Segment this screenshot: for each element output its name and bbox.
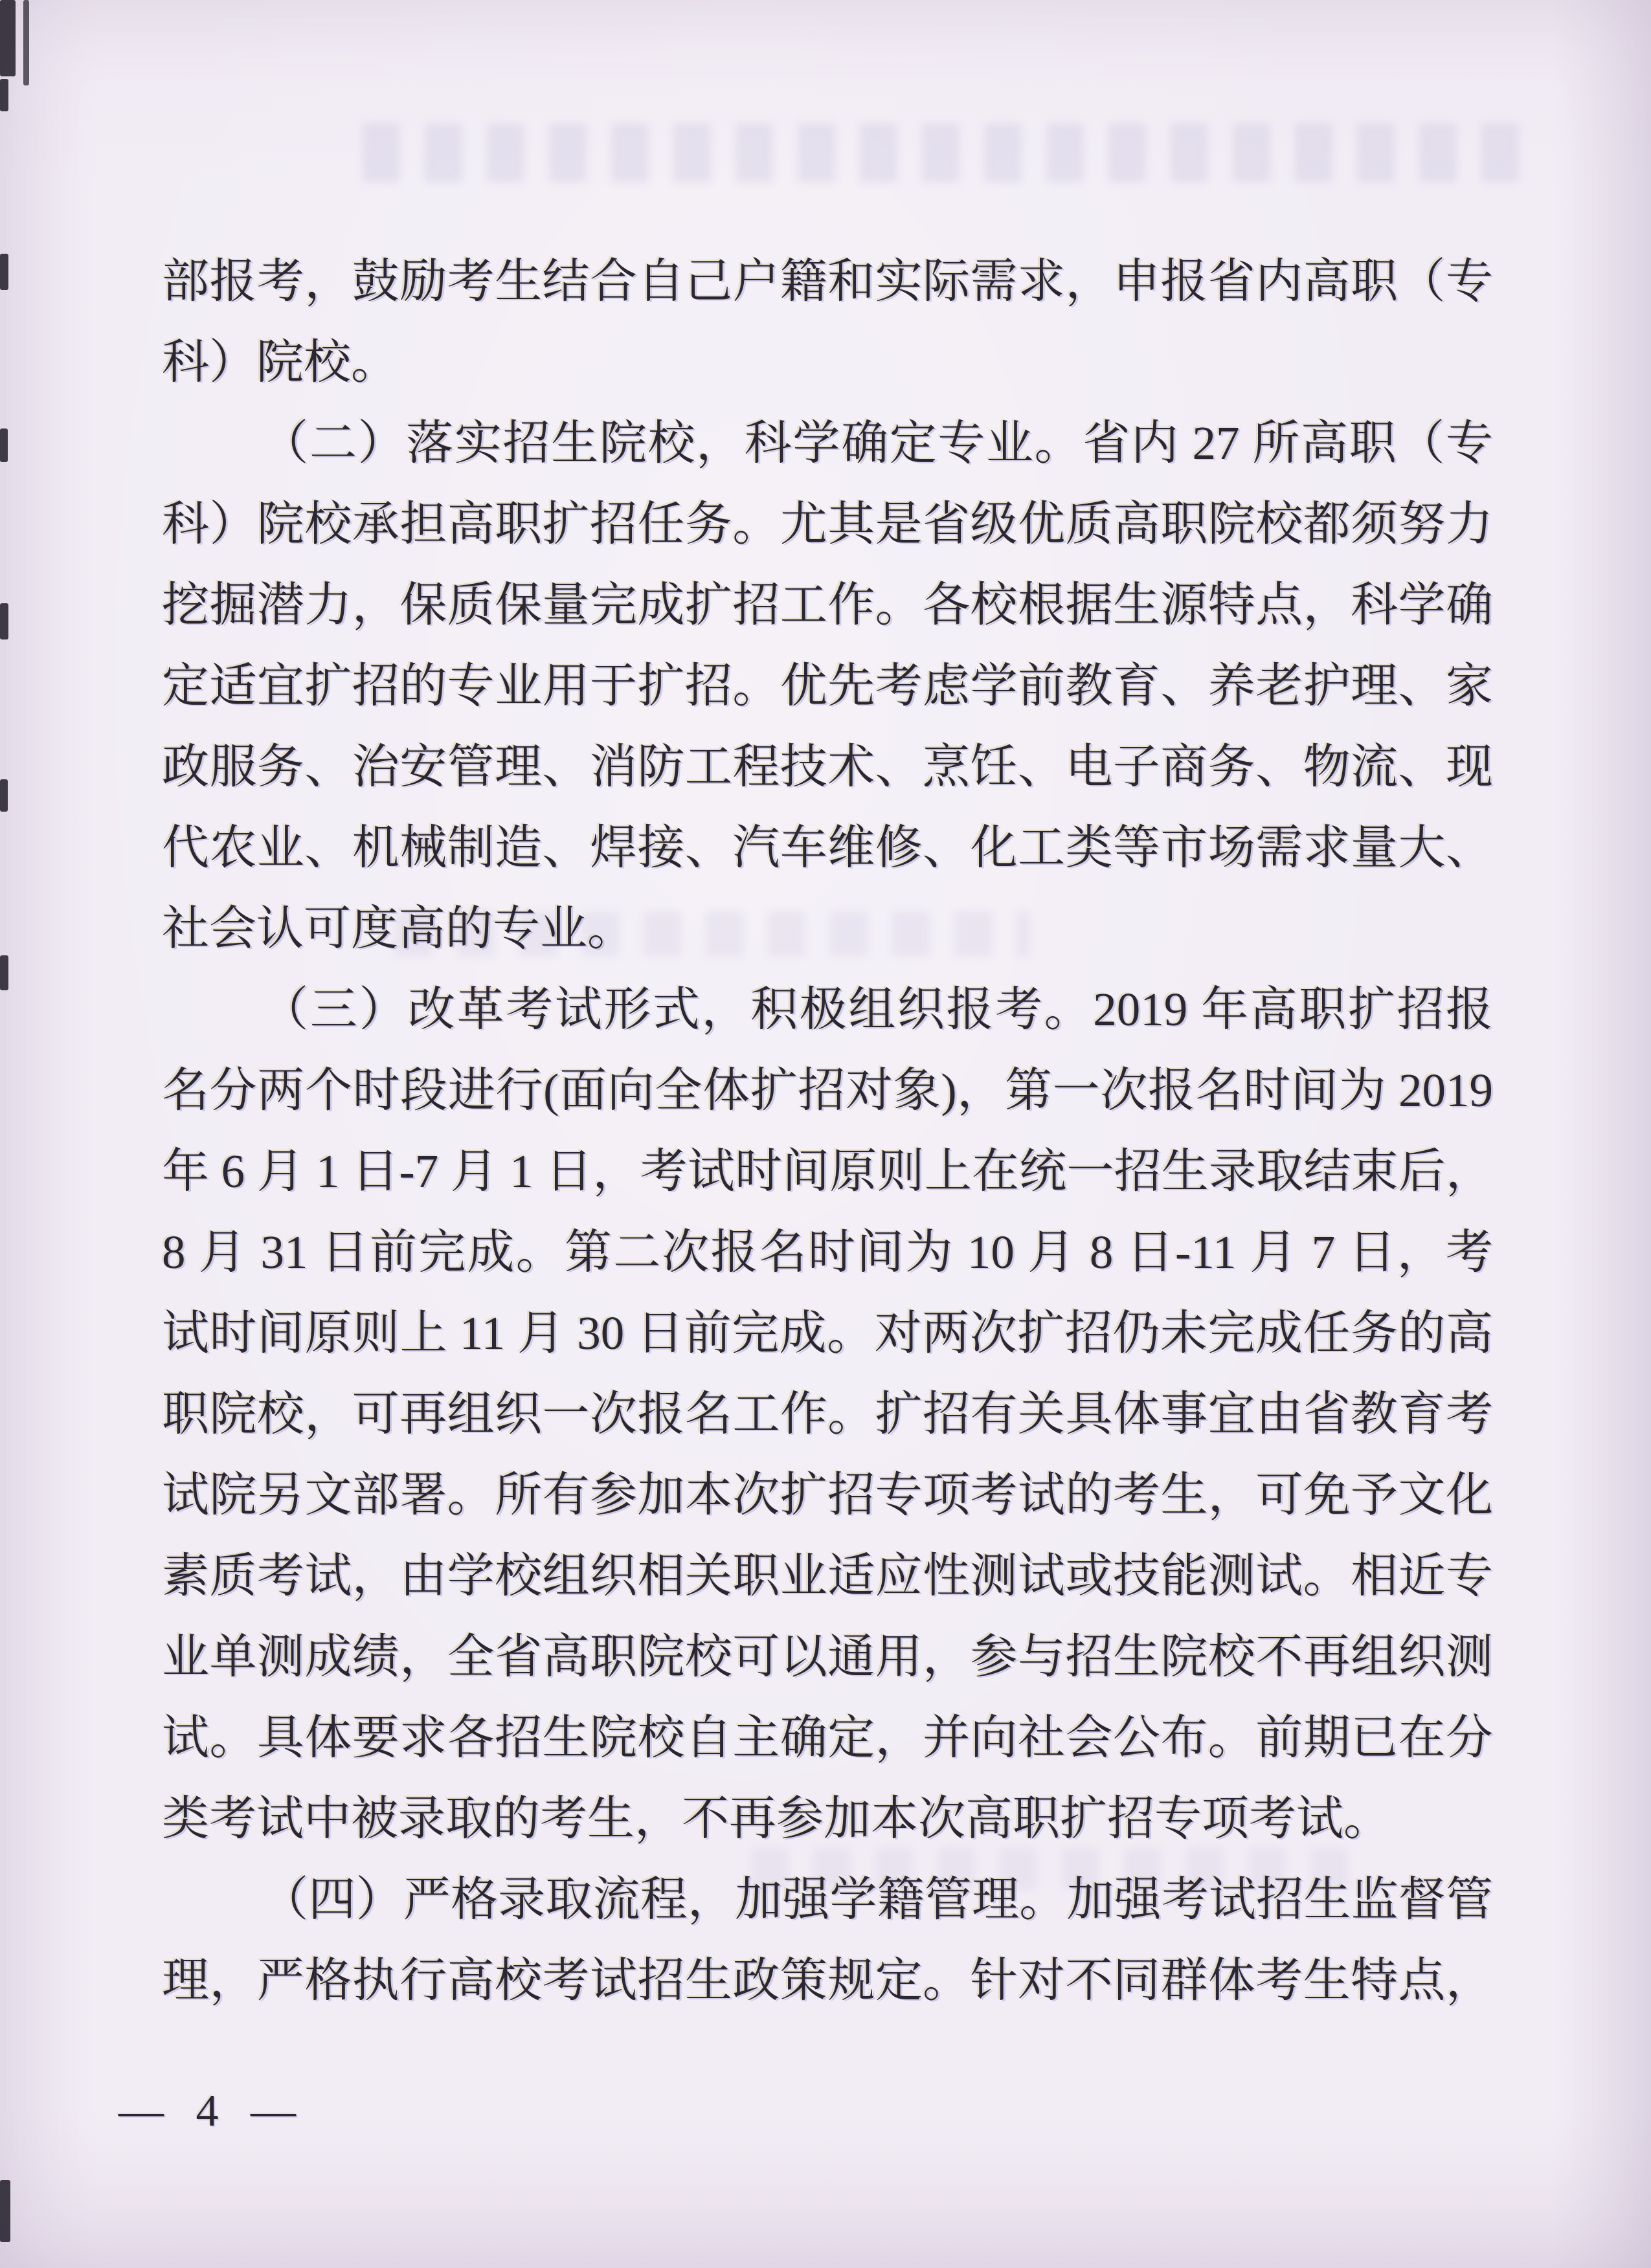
text-line: （三）改革考试形式，积极组织报考。2019 年高职扩招报 — [261, 983, 1493, 1036]
scan-artifact — [0, 2180, 10, 2242]
scan-artifact — [0, 779, 8, 812]
scan-artifact — [0, 79, 8, 111]
text-line: （四）严格录取流程，加强学籍管理。加强考试招生监督管 — [261, 1873, 1493, 1926]
text-line: 理，严格执行高校考试招生政策规定。针对不同群体考生特点， — [162, 1954, 1493, 2007]
scan-artifact — [0, 955, 8, 990]
text-line: 职院校，可再组织一次报名工作。扩招有关具体事宜由省教育考 — [162, 1388, 1493, 1440]
scan-artifact — [0, 428, 8, 462]
text-line: 科）院校承担高职扩招任务。尤其是省级优质高职院校都须努力 — [162, 498, 1493, 550]
text-line: 名分两个时段进行(面向全体扩招对象)，第一次报名时间为 2019 — [162, 1064, 1493, 1117]
text-line: 科）院校。 — [162, 336, 398, 388]
document-body-text — [162, 241, 1493, 2021]
text-line: 代农业、机械制造、焊接、汽车维修、化工类等市场需求量大、 — [162, 821, 1493, 874]
text-line: （二）落实招生院校，科学确定专业。省内 27 所高职（专 — [261, 417, 1493, 469]
text-line: 类考试中被录取的考生，不再参加本次高职扩招专项考试。 — [162, 1792, 1391, 1845]
text-line: 政服务、治安管理、消防工程技术、烹饪、电子商务、物流、现 — [162, 740, 1493, 793]
bleedthrough-ghost-text — [363, 123, 1528, 183]
scan-artifact — [0, 603, 8, 639]
text-line: 试时间原则上 11 月 30 日前完成。对两次扩招仍未完成任务的高 — [162, 1307, 1493, 1359]
text-line: 社会认可度高的专业。 — [162, 902, 635, 955]
scan-artifact — [0, 0, 16, 76]
scan-artifact — [23, 0, 29, 85]
scan-artifact — [0, 254, 8, 290]
text-line: 挖掘潜力，保质保量完成扩招工作。各校根据生源特点，科学确 — [162, 579, 1493, 631]
page-number: — 4 — — [118, 2086, 306, 2136]
text-line: 试院另文部署。所有参加本次扩招专项考试的考生，可免予文化 — [162, 1469, 1493, 1521]
text-line: 试。具体要求各招生院校自主确定，并向社会公布。前期已在分 — [162, 1711, 1493, 1764]
text-line: 业单测成绩，全省高职院校可以通用，参与招生院校不再组织测 — [162, 1630, 1493, 1683]
text-line: 8 月 31 日前完成。第二次报名时间为 10 月 8 日-11 月 7 日，考 — [162, 1226, 1493, 1278]
text-line: 素质考试，由学校组织相关职业适应性测试或技能测试。相近专 — [162, 1550, 1493, 1602]
text-line: 定适宜扩招的专业用于扩招。优先考虑学前教育、养老护理、家 — [162, 660, 1493, 712]
text-line: 部报考，鼓励考生结合自己户籍和实际需求，申报省内高职（专 — [162, 255, 1493, 307]
text-line: 年 6 月 1 日-7 月 1 日，考试时间原则上在统一招生录取结束后， — [162, 1145, 1493, 1197]
